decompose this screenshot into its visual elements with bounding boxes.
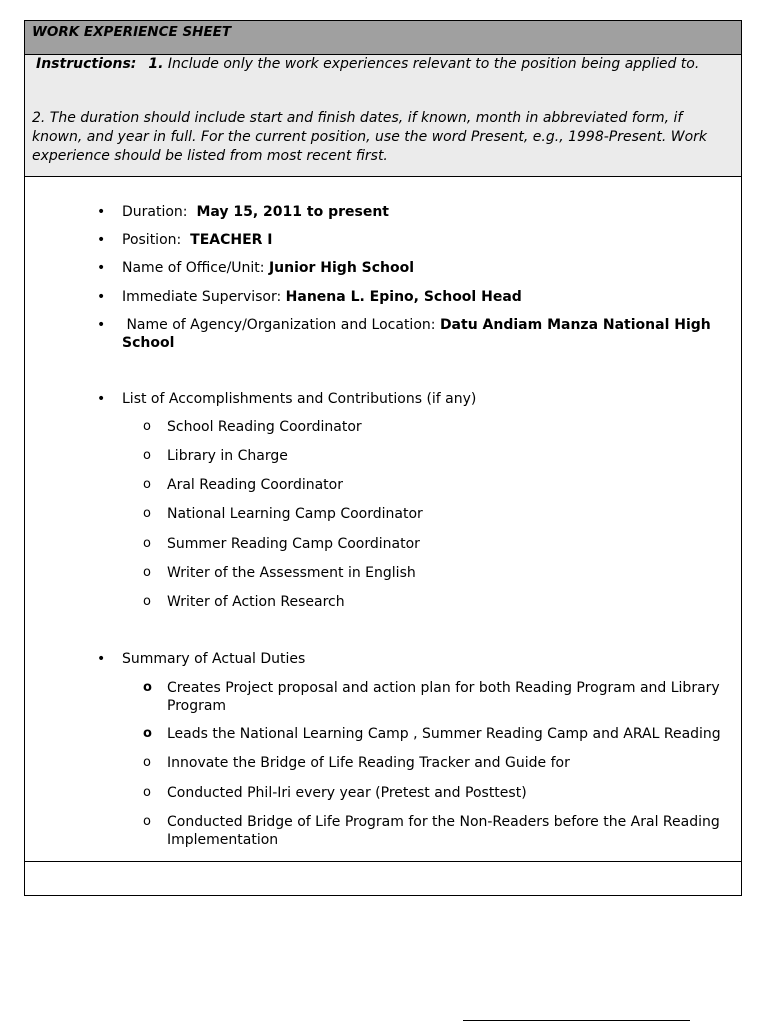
- bullet-marker: •: [97, 204, 106, 220]
- bullet-marker: •: [97, 260, 106, 276]
- duty-text: Leads the National Learning Camp , Summer Reading Camp and ARAL Reading: [167, 726, 721, 742]
- duration-value: May 15, 2011 to present: [196, 204, 389, 220]
- duties-heading: Summary of Actual Duties: [122, 651, 306, 667]
- accomplishment-text: Aral Reading Coordinator: [167, 477, 343, 493]
- bullet-marker: •: [97, 391, 106, 407]
- sub-bullet-marker: o: [143, 419, 151, 434]
- sub-bullet-marker: o: [143, 785, 151, 800]
- accomplishment-text: National Learning Camp Coordinator: [167, 506, 423, 522]
- instruction-1-text: Include only the work experiences relevant to the position being applied to.: [167, 56, 700, 72]
- duty-text: Conducted Bridge of Life Program for the Non-Readers before the Aral Reading Implementation: [167, 814, 720, 848]
- agency-label: Name of Agency/Organization and Location:: [126, 317, 436, 333]
- position-value: TEACHER I: [190, 232, 273, 248]
- instructions-box: [25, 55, 741, 177]
- empty-footer-row: [25, 862, 741, 895]
- accomplishment-text: School Reading Coordinator: [167, 419, 362, 435]
- instruction-1: [36, 55, 699, 74]
- accomplishment-text: Library in Charge: [167, 448, 288, 464]
- sub-bullet-marker: o: [143, 726, 152, 741]
- sub-bullet-marker: o: [143, 755, 151, 770]
- instruction-2-text: 2. The duration should include start and finish dates, if known, month in abbreviated form, if known, and year in full. For the current position, use the word Present, e.g., 1998-Present. Work experience should be listed from most recent first.: [32, 110, 708, 164]
- sub-bullet-marker: o: [143, 536, 151, 551]
- accomplishment-text: Writer of the Assessment in English: [167, 565, 416, 581]
- sub-bullet-marker: o: [143, 506, 151, 521]
- supervisor-label: Immediate Supervisor:: [122, 289, 282, 305]
- duty-text: Innovate the Bridge of Life Reading Tracker and Guide for: [167, 755, 570, 771]
- agency-value: Datu Andiam Manza National High School: [122, 317, 711, 351]
- bullet-marker: •: [97, 651, 106, 667]
- office-label: Name of Office/Unit:: [122, 260, 265, 276]
- sheet-title: WORK EXPERIENCE SHEET: [25, 21, 741, 55]
- bullet-marker: •: [97, 289, 106, 305]
- accomplishment-text: Writer of Action Research: [167, 594, 345, 610]
- instructions-label: Instructions:: [36, 56, 137, 72]
- office-value: Junior High School: [268, 260, 415, 276]
- accomplishments-heading: List of Accomplishments and Contributions (if any): [122, 391, 477, 407]
- sub-bullet-marker: o: [143, 814, 151, 829]
- duty-text: Conducted Phil-Iri every year (Pretest and Posttest): [167, 785, 527, 801]
- signature-line: [463, 1020, 690, 1021]
- bullet-marker: •: [97, 317, 106, 333]
- sub-bullet-marker: o: [143, 448, 151, 463]
- instruction-1-number: 1.: [148, 56, 164, 72]
- supervisor-value: Hanena L. Epino, School Head: [285, 289, 522, 305]
- accomplishment-text: Summer Reading Camp Coordinator: [167, 536, 420, 552]
- duration-label: Duration:: [122, 204, 188, 220]
- position-label: Position:: [122, 232, 182, 248]
- bullet-marker: •: [97, 232, 106, 248]
- sub-bullet-marker: o: [143, 594, 151, 609]
- sub-bullet-marker: o: [143, 565, 151, 580]
- duty-text: Creates Project proposal and action plan for both Reading Program and Library Program: [167, 680, 720, 714]
- sub-bullet-marker: o: [143, 477, 151, 492]
- sub-bullet-marker: o: [143, 680, 152, 695]
